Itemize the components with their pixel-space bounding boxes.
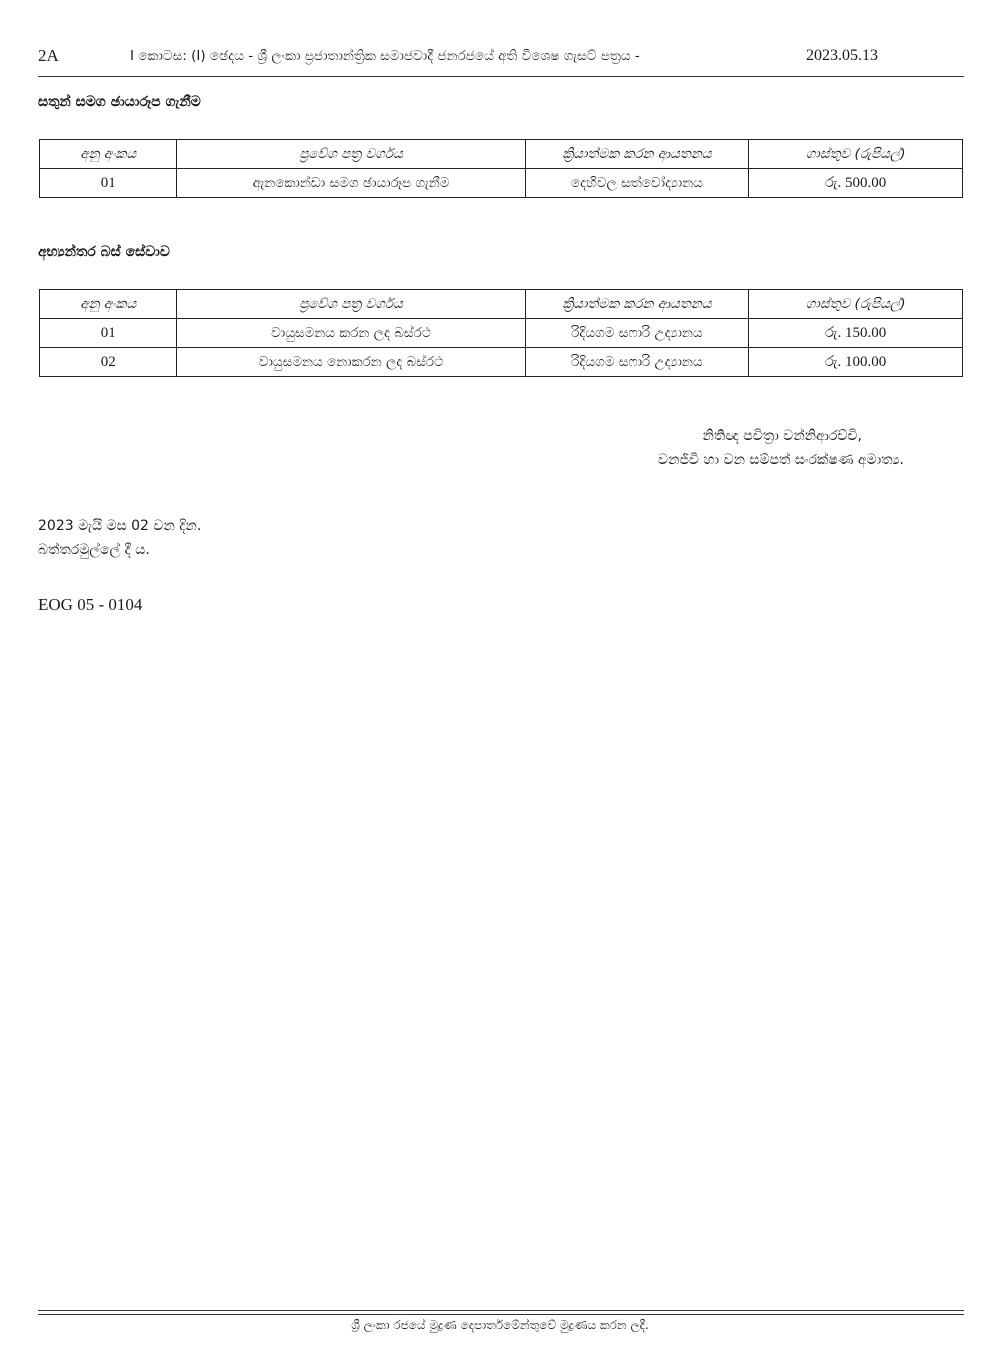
institution-cell: දෙහිවල සත්වෝද්‍යානය (525, 169, 749, 198)
gazette-title: I කොටස: (I) ඡෙදය - ශ්‍රී ලංකා ප්‍රජාතාන්ත්‍රික සමාජවාදී ජනරජයේ අති විශෙෂ ගැසට් පත්‍රය - (130, 48, 640, 64)
fee-cell: රු. 150.00 (749, 319, 963, 348)
issue-date-place (38, 514, 201, 562)
printer-notice: ශ්‍රී ලංකා රජයේ මුද්‍රණ දෙපාර්තමේන්තුවේ මුද්‍රණය කරන ලදී. (351, 1318, 649, 1332)
column-header-fee: ගාස්තුව (රුපියල්) (749, 290, 963, 319)
serial-cell: 02 (40, 348, 177, 377)
table-header-row (40, 290, 963, 319)
serial-cell: 01 (40, 319, 177, 348)
ticket-type-cell: ඇනකොන්ඩා සමග ඡායාරූප ගැනීම (177, 169, 525, 198)
minister-title: වනජීවී හා වන සම්පත් සංරක්ෂණ අමාත්‍ය. (658, 452, 904, 468)
ticket-type-cell: වායුසමනය කරන ලද බස්රථ (177, 319, 525, 348)
reference-number: EOG 05 - 0104 (38, 595, 143, 614)
column-header-institution: ක්‍රියාත්මක කරන ආයතනය (525, 290, 749, 319)
signature-block (658, 424, 904, 472)
fee-cell: රු. 500.00 (749, 169, 963, 198)
gazette-date: 2023.05.13 (806, 47, 878, 64)
fee-cell: රු. 100.00 (749, 348, 963, 377)
minister-name: නිතිඥ පවිත්‍රා වන්නිආරච්චි, (702, 428, 862, 444)
table-row (40, 348, 963, 377)
column-header-ticket-type: ප්‍රවේශ පත්‍ර වර්ගය (177, 140, 525, 169)
table-row (40, 169, 963, 198)
column-header-institution: ක්‍රියාත්මක කරන ආයතනය (525, 140, 749, 169)
table-header-row (40, 140, 963, 169)
column-header-fee: ගාස්තුව (රුපියල්) (749, 140, 963, 169)
column-header-serial: අනු අංකය (40, 140, 177, 169)
footer-divider-bottom (38, 1314, 964, 1315)
serial-cell: 01 (40, 169, 177, 198)
page-header (38, 44, 964, 72)
table-row (40, 319, 963, 348)
column-header-ticket-type: ප්‍රවේශ පත්‍ර වර්ගය (177, 290, 525, 319)
issue-date: 2023 මැයි මස 02 වන දින. (38, 518, 202, 534)
section-heading-photography: සතුන් සමග ඡායාරූප ගැනීම (38, 94, 201, 110)
issue-place: බත්තරමුල්ලේ දී ය. (38, 542, 150, 558)
institution-cell: රිදියගම සෆාරි උද්‍යානය (525, 319, 749, 348)
institution-cell: රිදියගම සෆාරි උද්‍යානය (525, 348, 749, 377)
bus-service-fee-table (39, 289, 963, 377)
ticket-type-cell: වායුසමනය නොකරන ලද බස්රථ (177, 348, 525, 377)
column-header-serial: අනු අංකය (40, 290, 177, 319)
photography-fee-table (39, 139, 963, 198)
footer-divider-top (38, 1310, 964, 1311)
header-divider (38, 76, 964, 77)
section-heading-bus-service: අභ්‍යන්තර බස් සේවාව (38, 244, 170, 260)
page-number: 2A (38, 46, 59, 65)
